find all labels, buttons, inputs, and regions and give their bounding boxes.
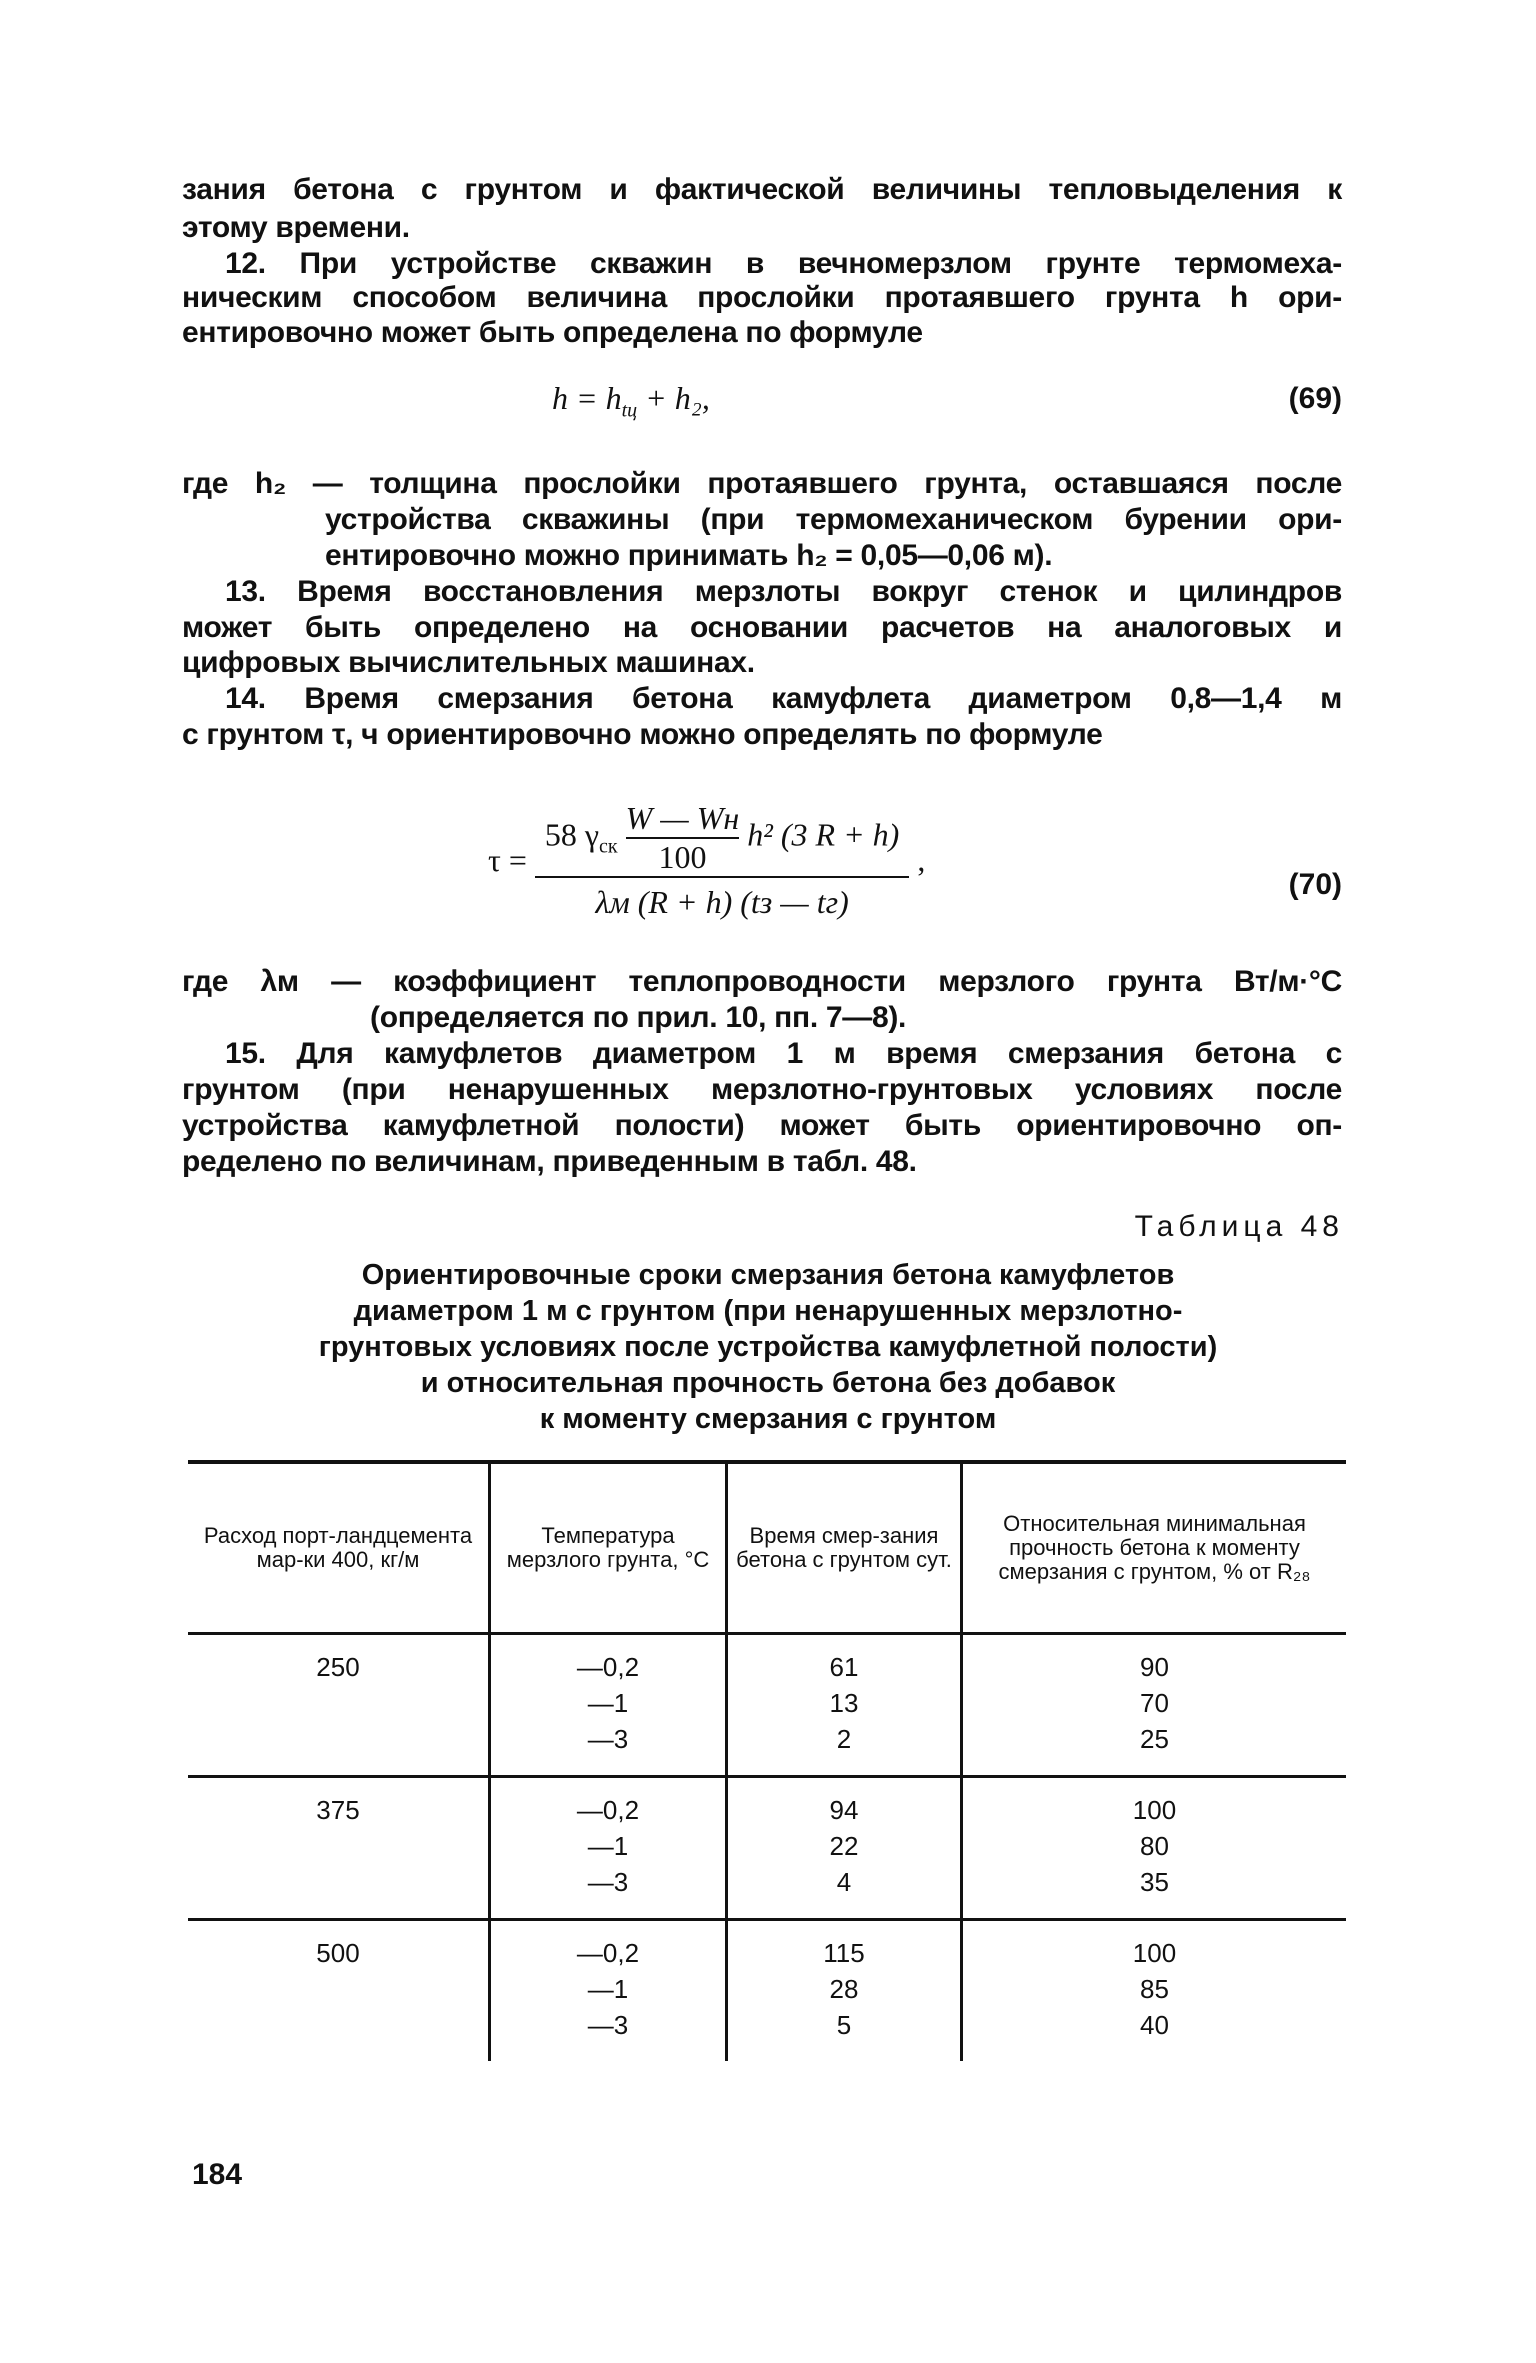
text-line: 13. Время восстановления мерзлоты вокруг стенок и цилиндров — [225, 575, 1342, 608]
formula-text: h = h — [552, 380, 622, 416]
cell-cement: 500 — [316, 1938, 360, 1968]
text-line: ределено по величинам, приведенным в табл. 48. — [182, 1145, 917, 1178]
text-line: устройства скважины (при термомеханическом бурении ори- — [325, 503, 1342, 536]
text-line: 14. Время смерзания бетона камуфлета диаметром 0,8—1,4 м — [225, 682, 1342, 715]
equation-number: (70) — [1288, 868, 1342, 901]
cell-temps: —0,2 —1 —3 — [490, 1777, 727, 1920]
formula-text: 58 γ — [544, 816, 600, 853]
text-line: ническим способом величина прослойки протаявшего грунта h ори- — [182, 281, 1342, 314]
cell-strength: 100 80 35 — [962, 1777, 1347, 1920]
caption-line: и относительная прочность бетона без добавок — [420, 1367, 1116, 1399]
table-row — [188, 1634, 1346, 1777]
text-line: цифровых вычислительных машинах. — [182, 646, 755, 679]
text-line: грунтом (при ненарушенных мерзлотно-грунтовых условиях после — [182, 1073, 1342, 1106]
formula-69 — [552, 380, 710, 422]
formula-text: h² (3 R + h) — [747, 816, 900, 853]
inner-denominator: 100 — [626, 837, 740, 876]
formula-sub: ск — [599, 835, 618, 858]
main-fraction — [535, 800, 909, 921]
cell-strength: 100 85 40 — [962, 1920, 1347, 2062]
formula-comma: , — [917, 842, 926, 878]
text-line: (определяется по прил. 10, пп. 7—8). — [370, 1001, 907, 1034]
cell-cement: 375 — [188, 1777, 490, 1920]
text-line: 12. При устройстве скважин в вечномерзлом грунте термомеха- — [225, 247, 1342, 280]
inner-fraction — [626, 800, 740, 876]
table-row — [188, 1777, 1346, 1920]
caption-line: Ориентировочные сроки смерзания бетона камуфлетов — [361, 1259, 1175, 1291]
text-line: где λм — коэффициент теплопроводности мерзлого грунта Вт/м·°С — [182, 965, 1342, 998]
cell-days: 115 28 5 — [727, 1920, 962, 2062]
caption-line: к моменту смерзания с грунтом — [539, 1403, 997, 1435]
text-line: может быть определено на основании расчетов на аналоговых и — [182, 611, 1342, 644]
page-number: 184 — [192, 2158, 243, 2191]
text-line: с грунтом τ, ч ориентировочно можно определять по формуле — [182, 718, 1103, 751]
cell-temps: —0,2 —1 —3 — [490, 1920, 727, 2062]
caption-line: грунтовых условиях после устройства камуфлетной полости) — [318, 1331, 1218, 1363]
column-header: Температура мерзлого грунта, °С — [490, 1462, 727, 1634]
formula-sub: tц — [621, 399, 638, 422]
text-line: зания бетона с грунтом и фактической величины тепловыделения к — [182, 173, 1342, 206]
column-header: Время смер-зания бетона с грунтом сут. — [727, 1462, 962, 1634]
formula-text: + h₂, — [637, 380, 710, 416]
text-line: устройства камуфлетной полости) может быть ориентировочно оп- — [182, 1109, 1342, 1142]
table-row — [188, 1920, 1346, 2062]
text-line: ентировочно можно принимать h₂ = 0,05—0,06 м). — [325, 539, 1053, 572]
formula-70 — [488, 800, 925, 921]
text-line: ентировочно может быть определена по формуле — [182, 316, 923, 349]
table-header-row — [188, 1462, 1346, 1634]
denominator: λм (R + h) (tз — tг) — [535, 876, 909, 921]
caption-line: диаметром 1 м с грунтом (при ненарушенных мерзлотно- — [353, 1295, 1183, 1327]
cell-days: 61 13 2 — [727, 1634, 962, 1777]
text-line: где h₂ — толщина прослойки протаявшего грунта, оставшаяся после — [182, 467, 1342, 500]
inner-numerator: W — Wн — [625, 800, 740, 836]
cell-days: 94 22 4 — [727, 1777, 962, 1920]
cell-temps: —0,2 —1 —3 — [490, 1634, 727, 1777]
cell-strength: 90 70 25 — [962, 1634, 1347, 1777]
cell-cement: 250 — [188, 1634, 490, 1777]
numerator — [535, 800, 909, 876]
text-line: 15. Для камуфлетов диаметром 1 м время смерзания бетона с — [225, 1037, 1342, 1070]
data-table — [188, 1460, 1346, 2061]
equation-number: (69) — [1288, 382, 1342, 415]
column-header: Относительная минимальная прочность бетона к моменту смерзания с грунтом, % от R₂₈ — [962, 1462, 1347, 1634]
text-line: этому времени. — [182, 211, 410, 244]
table-label: Таблица 48 — [1134, 1210, 1344, 1243]
column-header: Расход порт-ландцемента мар-ки 400, кг/м — [188, 1462, 490, 1634]
formula-lhs: τ = — [488, 842, 527, 878]
